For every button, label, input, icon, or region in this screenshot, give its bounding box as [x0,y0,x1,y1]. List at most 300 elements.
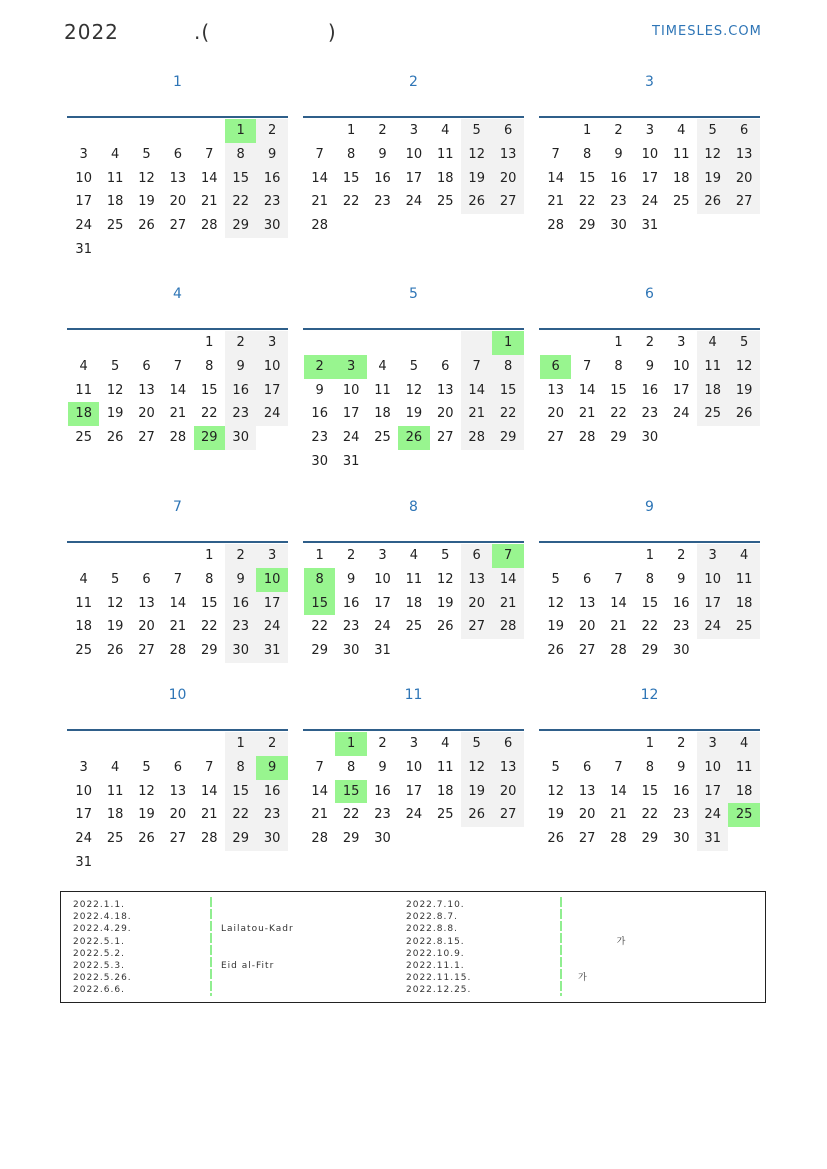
day-cell: 16 [610,170,627,186]
day-cell: 24 [405,807,423,823]
legend-entry [221,911,294,923]
day-cell: 6 [582,571,592,587]
day-cell: 2 [225,544,256,568]
day-cell: 29 [578,218,596,234]
day-cell: 25 [437,807,454,823]
day-cell: 7 [582,358,592,374]
day-cell: 15 [335,780,366,804]
day-cell: 21 [311,194,328,210]
day-cell: 28 [610,831,627,847]
day-cell: 28 [311,831,328,847]
day-cell: 31 [697,827,728,851]
day-cell: 27 [578,643,596,659]
day-cell: 19 [138,807,155,823]
day-cell: 23 [374,194,391,210]
day-cell: 21 [610,807,627,823]
day-cell: 6 [142,571,151,587]
month-name: 7 [173,499,182,515]
day-cell: 22 [311,619,328,635]
day-cell: 19 [405,406,423,422]
day-cell: 15 [225,167,256,191]
legend-right-dates [406,899,471,997]
day-cell: 30 [673,831,690,847]
day-cell: 14 [169,382,187,398]
day-cell: 26 [547,831,564,847]
day-cell: 21 [610,619,627,635]
day-cell: 1 [225,119,256,143]
day-cell: 2 [256,119,287,143]
day-cell: 17 [342,406,360,422]
day-cell: 13 [578,783,596,799]
day-cell: 7 [173,571,183,587]
day-cell: 23 [641,406,659,422]
day-cell: 20 [437,406,454,422]
day-cell: 24 [256,615,287,639]
day-cell: 9 [677,571,686,587]
day-cell: 30 [256,214,287,238]
day-cell: 8 [304,568,335,592]
day-cell: 28 [461,426,492,450]
day-cell: 4 [409,548,419,563]
month-rule [303,729,524,731]
day-cell: 3 [677,335,686,350]
year-label: 2022 [64,20,119,44]
day-cell: 13 [547,382,564,398]
day-cell: 24 [256,402,287,426]
day-cell: 20 [578,807,596,823]
day-cell: 19 [437,595,454,611]
day-cell: 15 [492,379,523,403]
legend-entry: 가 [578,973,588,984]
legend-divider [560,897,562,996]
day-cell: 2 [378,736,387,751]
day-cell: 30 [610,218,627,234]
day-cell: 11 [697,355,728,379]
day-cell: 17 [75,194,92,210]
day-cell: 31 [75,855,92,870]
legend-divider [210,897,212,996]
day-cell: 6 [142,358,151,374]
legend-entry: 2022.7.10. [406,900,465,910]
legend-entry [578,948,626,960]
day-cell: 27 [492,803,523,827]
day-cell: 23 [610,194,627,210]
legend-entry: 2022.6.6. [73,985,125,996]
day-cell: 6 [173,759,183,775]
day-cell: 20 [138,406,155,422]
day-cell: 2 [677,736,686,751]
day-cell: 12 [106,595,124,611]
day-cell: 25 [75,430,92,446]
legend-entry [578,911,626,923]
day-cell: 4 [728,544,759,568]
month-name: 1 [173,74,182,90]
day-cell: 4 [441,123,450,138]
day-cell: 8 [225,756,256,780]
day-cell: 12 [461,143,492,167]
day-cell: 15 [641,595,659,611]
day-cell: 1 [645,548,655,563]
legend-entry [221,972,294,984]
day-cell: 22 [641,619,659,635]
day-cell: 5 [551,571,560,587]
day-cell: 2 [346,548,356,563]
day-cell: 9 [378,759,387,775]
day-cell: 21 [547,194,564,210]
day-cell: 12 [437,571,454,587]
day-cell: 22 [610,406,627,422]
day-cell: 17 [256,379,287,403]
day-cell: 18 [374,406,391,422]
day-cell: 27 [138,643,155,659]
month-name: 4 [173,286,182,302]
day-cell: 24 [374,619,391,635]
day-cell: 20 [728,167,759,191]
legend-entry [578,960,626,972]
day-cell: 3 [378,548,387,563]
day-cell: 22 [225,190,256,214]
day-cell: 14 [578,382,596,398]
day-cell: 11 [75,595,92,611]
day-cell: 6 [173,146,183,162]
day-cell: 15 [578,170,596,186]
legend-entry: Eid al-Fitr [221,960,275,971]
day-cell: 5 [461,119,492,143]
day-cell: 18 [728,592,759,616]
day-cell: 1 [205,548,214,563]
day-cell: 20 [461,592,492,616]
day-cell: 18 [697,379,728,403]
day-cell: 19 [547,619,564,635]
day-cell: 30 [225,639,256,663]
day-cell: 9 [315,382,324,398]
day-cell: 25 [697,402,728,426]
day-cell: 5 [551,759,560,775]
day-cell: 26 [547,643,564,659]
day-cell: 23 [374,807,391,823]
day-cell: 30 [641,430,659,446]
day-cell: 24 [697,615,728,639]
day-cell: 8 [614,358,623,374]
day-cell: 28 [311,218,328,234]
day-cell: 10 [75,783,92,799]
day-cell: 15 [610,382,627,398]
day-cell: 6 [582,759,592,775]
day-cell: 3 [256,331,287,355]
day-cell: 19 [697,167,728,191]
day-cell: 15 [342,170,360,186]
day-cell: 20 [169,194,187,210]
day-cell: 18 [75,619,92,635]
month-rule [303,541,524,543]
day-cell: 7 [614,571,623,587]
day-cell: 24 [75,218,92,234]
day-cell: 3 [409,123,419,138]
day-cell: 17 [405,170,423,186]
day-cell: 31 [374,643,391,659]
weekend-cell [461,331,492,355]
day-cell: 13 [138,595,155,611]
day-cell: 22 [225,803,256,827]
day-cell: 14 [201,783,218,799]
day-cell: 24 [697,803,728,827]
day-cell: 12 [547,595,564,611]
day-cell: 16 [673,595,690,611]
day-cell: 23 [673,619,690,635]
day-cell: 8 [205,358,214,374]
day-cell: 18 [68,402,99,426]
legend-entry [578,899,626,911]
day-cell: 16 [225,379,256,403]
day-cell: 11 [75,382,92,398]
day-cell: 24 [342,430,360,446]
day-cell: 2 [378,123,387,138]
month-name: 8 [409,499,418,515]
holiday-legend [60,891,766,1003]
day-cell: 27 [169,218,187,234]
day-cell: 26 [138,218,155,234]
legend-entry [578,923,626,935]
day-cell: 30 [342,643,360,659]
day-cell: 20 [138,619,155,635]
day-cell: 18 [106,807,124,823]
day-cell: 22 [201,619,218,635]
day-cell: 19 [547,807,564,823]
day-cell: 5 [110,358,120,374]
month-name: 12 [640,687,659,703]
day-cell: 25 [728,803,759,827]
day-cell: 5 [441,548,450,563]
day-cell: 9 [645,358,655,374]
day-cell: 1 [315,548,324,563]
day-cell: 20 [547,406,564,422]
legend-entry: 2022.5.2. [73,948,125,959]
page-title [64,20,337,44]
day-cell: 26 [106,643,124,659]
day-cell: 3 [256,544,287,568]
day-cell: 11 [405,571,423,587]
day-cell: 16 [673,783,690,799]
day-cell: 8 [645,759,655,775]
day-cell: 29 [194,426,225,450]
day-cell: 13 [169,170,187,186]
day-cell: 16 [641,382,659,398]
day-cell: 21 [311,807,328,823]
day-cell: 26 [106,430,124,446]
day-cell: 22 [342,807,360,823]
day-cell: 20 [492,167,523,191]
day-cell: 9 [256,756,287,780]
day-cell: 13 [492,756,523,780]
day-cell: 27 [437,430,454,446]
legend-entry: 2022.4.29. [73,924,132,935]
day-cell: 29 [610,430,627,446]
day-cell: 19 [461,167,492,191]
day-cell: 25 [405,619,423,635]
day-cell: 21 [169,406,187,422]
day-cell: 17 [641,170,659,186]
day-cell: 13 [437,382,454,398]
day-cell: 28 [169,643,187,659]
day-cell: 11 [374,382,391,398]
day-cell: 30 [673,643,690,659]
day-cell: 15 [641,783,659,799]
day-cell: 1 [645,736,655,751]
day-cell: 7 [315,146,324,162]
day-cell: 9 [346,571,356,587]
day-cell: 16 [374,783,391,799]
day-cell: 9 [256,143,287,167]
legend-entry: 2022.11.15. [406,973,472,984]
day-cell: 1 [225,732,256,756]
month-rule [539,729,760,731]
day-cell: 21 [578,406,596,422]
legend-entry: 2022.5.1. [73,936,125,947]
day-cell: 3 [409,736,419,751]
day-cell: 2 [614,123,623,138]
day-cell: 30 [256,827,287,851]
day-cell: 29 [342,831,360,847]
day-cell: 8 [205,571,214,587]
legend-entry: 2022.8.15. [406,936,465,947]
day-cell: 27 [461,615,492,639]
day-cell: 25 [106,831,124,847]
day-cell: 17 [697,780,728,804]
day-cell: 24 [641,194,659,210]
day-cell: 29 [641,643,659,659]
day-cell: 6 [492,119,523,143]
day-cell: 23 [673,807,690,823]
day-cell: 10 [374,571,391,587]
day-cell: 26 [697,190,728,214]
day-cell: 25 [75,643,92,659]
day-cell: 2 [677,548,686,563]
day-cell: 15 [201,382,218,398]
day-cell: 14 [461,379,492,403]
day-cell: 21 [169,619,187,635]
day-cell: 8 [346,146,356,162]
day-cell: 27 [547,430,564,446]
day-cell: 28 [578,430,596,446]
day-cell: 26 [138,831,155,847]
day-cell: 3 [335,355,366,379]
day-cell: 14 [610,783,627,799]
day-cell: 21 [461,402,492,426]
day-cell: 13 [461,568,492,592]
day-cell: 13 [578,595,596,611]
day-cell: 9 [677,759,686,775]
day-cell: 1 [614,335,623,350]
day-cell: 28 [201,218,218,234]
day-cell: 24 [673,406,690,422]
day-cell: 16 [225,592,256,616]
day-cell: 8 [582,146,592,162]
day-cell: 31 [342,454,360,469]
day-cell: 24 [75,831,92,847]
day-cell: 2 [304,355,335,379]
day-cell: 23 [225,615,256,639]
legend-left-dates [73,899,132,997]
day-cell: 14 [492,568,523,592]
day-cell: 27 [492,190,523,214]
day-cell: 4 [441,736,450,751]
day-cell: 15 [304,592,335,616]
month-name: 3 [645,74,654,90]
day-cell: 6 [728,119,759,143]
day-cell: 23 [225,402,256,426]
day-cell: 18 [405,595,423,611]
day-cell: 26 [437,619,454,635]
day-cell: 1 [492,331,523,355]
day-cell: 19 [106,406,124,422]
day-cell: 13 [138,382,155,398]
day-cell: 19 [106,619,124,635]
month-rule [539,541,760,543]
day-cell: 11 [728,568,759,592]
day-cell: 13 [728,143,759,167]
day-cell: 13 [492,143,523,167]
day-cell: 9 [225,568,256,592]
day-cell: 8 [645,571,655,587]
day-cell: 30 [311,454,328,469]
day-cell: 10 [405,146,423,162]
day-cell: 5 [409,358,419,374]
day-cell: 14 [311,783,328,799]
day-cell: 25 [728,615,759,639]
day-cell: 6 [540,355,571,379]
day-cell: 1 [346,123,356,138]
legend-entry [578,984,626,996]
day-cell: 18 [437,783,454,799]
day-cell: 31 [256,639,287,663]
day-cell: 10 [256,568,287,592]
month-rule [303,328,524,330]
day-cell: 17 [405,783,423,799]
day-cell: 7 [461,355,492,379]
site-link[interactable]: TIMESLES.COM [652,24,762,39]
legend-entry: 2022.12.25. [406,985,472,996]
day-cell: 25 [374,430,391,446]
day-cell: 5 [697,119,728,143]
month-name: 9 [645,499,654,515]
day-cell: 11 [728,756,759,780]
legend-entry [221,899,294,911]
day-cell: 12 [697,143,728,167]
day-cell: 3 [697,544,728,568]
day-cell: 29 [641,831,659,847]
day-cell: 4 [110,759,120,775]
legend-entry [221,948,294,960]
day-cell: 26 [398,426,429,450]
day-cell: 16 [256,167,287,191]
day-cell: 27 [169,831,187,847]
month-name: 5 [409,286,418,302]
day-cell: 3 [79,146,88,162]
legend-entry: 2022.10.9. [406,948,465,959]
day-cell: 2 [256,732,287,756]
day-cell: 6 [441,358,450,374]
day-cell: 28 [610,643,627,659]
day-cell: 19 [461,780,492,804]
month-rule [67,116,288,118]
day-cell: 2 [645,335,655,350]
day-cell: 14 [311,170,328,186]
month-rule [539,116,760,118]
day-cell: 10 [342,382,360,398]
day-cell: 8 [346,759,356,775]
day-cell: 5 [142,759,151,775]
day-cell: 11 [437,146,454,162]
